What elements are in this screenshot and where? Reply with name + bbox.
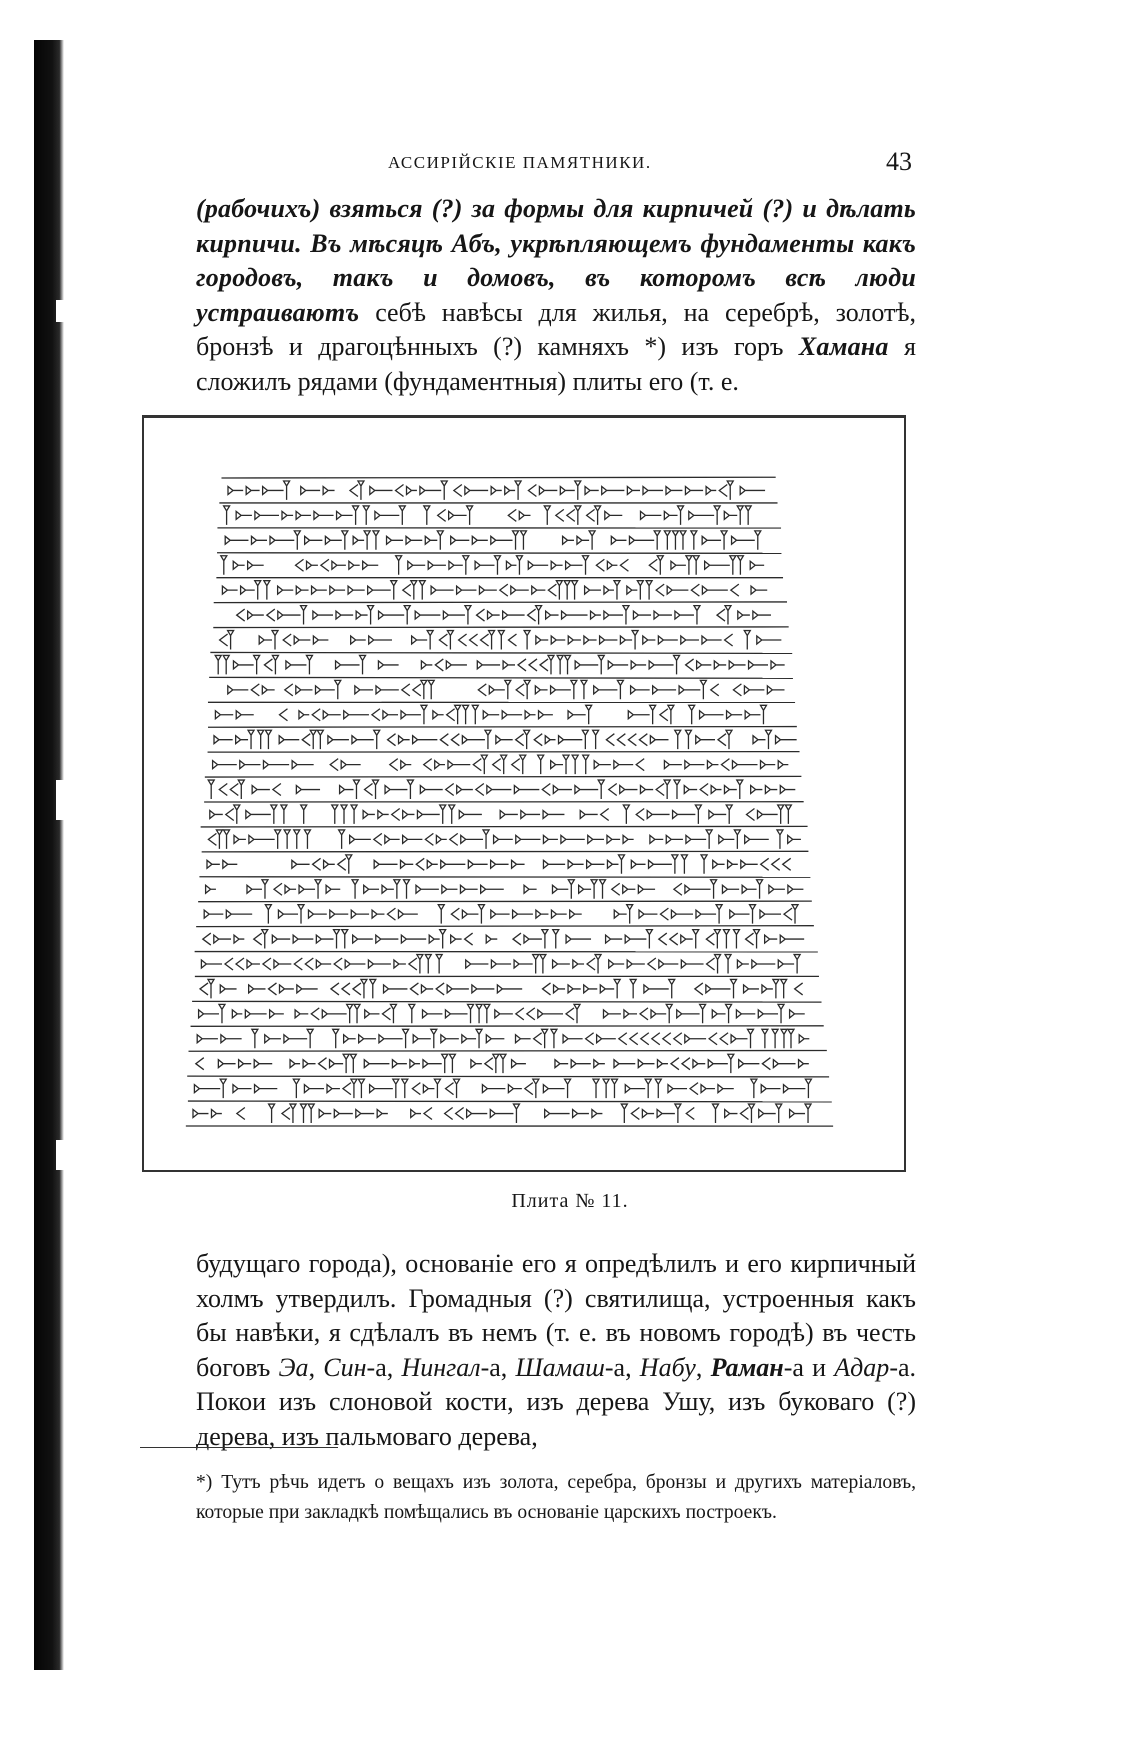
- body-text: будущаго города), основаніе его я опредѣлилъ и его кирпичный холмъ утвердилъ. Громадныя (?) святилища, устроенныя какъ бы навѣки, я сдѣлалъ въ немъ (т. е. въ новомъ городѣ) въ честь боговъ: [196, 1249, 916, 1382]
- footnote: *) Тутъ рѣчь идетъ о вещахъ изъ золота, серебра, бронзы и другихъ матеріаловъ, которые при закладкѣ помѣщались въ основаніе царскихъ построекъ.: [196, 1472, 916, 1523]
- body-text: ,: [695, 1352, 711, 1382]
- body-text: -а,: [480, 1352, 516, 1382]
- italic-place-name: Хамана: [798, 332, 889, 362]
- god-name: Син: [323, 1352, 367, 1382]
- cuneiform-tablet-drawing: [144, 418, 904, 1170]
- god-name: Нингал: [401, 1352, 481, 1382]
- paragraph-top: [196, 192, 916, 400]
- god-name: Набу: [639, 1352, 696, 1382]
- body-text: я сложилъ рядами (фундаментныя) плиты его (т. е.: [196, 332, 916, 396]
- book-spine-shadow: [34, 40, 64, 1670]
- body-text: -а и: [783, 1352, 835, 1382]
- body-text: -а,: [604, 1352, 640, 1382]
- body-text: себѣ навѣсы для жилья, на серебрѣ, золотѣ, бронзѣ и драгоцѣнныхъ (?) камняхъ *) изъ горъ: [196, 297, 916, 362]
- god-name: Шамаш: [515, 1352, 605, 1382]
- footnote-rule: [140, 1447, 338, 1448]
- god-name: Раман: [710, 1352, 784, 1382]
- cuneiform-lines: [186, 477, 833, 1126]
- body-text: -а. Покои изъ слоновой кости, изъ дерева Ушу, изъ буковаго (?) дерева, изъ пальмоваго дерева,: [196, 1352, 917, 1451]
- spine-notch: [56, 300, 68, 322]
- running-head: АССИРІЙСКІЕ ПАМЯТНИКИ.: [388, 153, 652, 172]
- god-name: Эа: [278, 1352, 309, 1382]
- paragraph-bottom: [196, 1247, 916, 1455]
- spine-notch: [56, 780, 68, 820]
- spine-notch: [56, 1140, 68, 1170]
- god-name: Адар: [834, 1352, 890, 1382]
- body-text: -а,: [366, 1352, 402, 1382]
- page-number: 43: [886, 147, 912, 176]
- cuneiform-plate-figure: [142, 415, 906, 1172]
- page-header: [196, 147, 916, 187]
- body-text: ,: [308, 1352, 324, 1382]
- figure-caption: Плита № 11.: [511, 1190, 629, 1212]
- italic-text: (рабочихъ) взяться (?) за формы для кирпичей (?) и дѣлать кирпичи. Въ мѣсяцѣ Абъ, укрѣпляющемъ фундаменты какъ городовъ, такъ и домовъ, въ которомъ всѣ люди устраиваютъ: [196, 194, 916, 327]
